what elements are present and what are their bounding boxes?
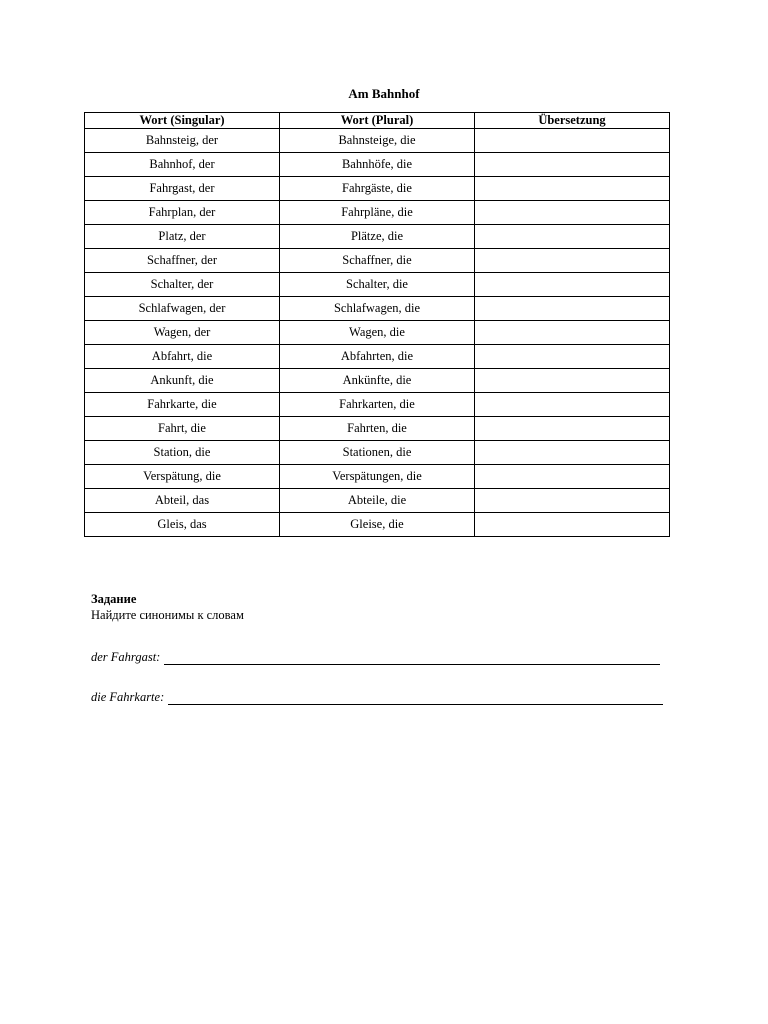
plural-cell: Fahrgäste, die bbox=[280, 177, 475, 201]
table-row bbox=[85, 417, 670, 441]
translation-cell[interactable] bbox=[475, 225, 670, 249]
singular-cell: Schalter, der bbox=[85, 273, 280, 297]
singular-cell: Platz, der bbox=[85, 225, 280, 249]
table-row bbox=[85, 297, 670, 321]
plural-cell: Verspätungen, die bbox=[280, 465, 475, 489]
page-title: Am Bahnhof bbox=[348, 86, 420, 101]
translation-cell[interactable] bbox=[475, 177, 670, 201]
plural-cell: Fahrkarten, die bbox=[280, 393, 475, 417]
table-row bbox=[85, 489, 670, 513]
table-row bbox=[85, 225, 670, 249]
translation-cell[interactable] bbox=[475, 201, 670, 225]
table-row bbox=[85, 201, 670, 225]
translation-cell[interactable] bbox=[475, 393, 670, 417]
plural-cell: Abteile, die bbox=[280, 489, 475, 513]
translation-cell[interactable] bbox=[475, 489, 670, 513]
table-row bbox=[85, 249, 670, 273]
singular-cell: Fahrt, die bbox=[85, 417, 280, 441]
singular-cell: Bahnsteig, der bbox=[85, 129, 280, 153]
translation-cell[interactable] bbox=[475, 345, 670, 369]
task-instruction: Найдите синонимы к словам bbox=[91, 608, 244, 622]
translation-cell[interactable] bbox=[475, 321, 670, 345]
column-header-singular: Wort (Singular) bbox=[85, 113, 280, 129]
plural-cell: Schaffner, die bbox=[280, 249, 475, 273]
translation-cell[interactable] bbox=[475, 249, 670, 273]
plural-cell: Abfahrten, die bbox=[280, 345, 475, 369]
vocabulary-table bbox=[84, 112, 670, 537]
table-row bbox=[85, 177, 670, 201]
plural-cell: Ankünfte, die bbox=[280, 369, 475, 393]
singular-cell: Bahnhof, der bbox=[85, 153, 280, 177]
translation-cell[interactable] bbox=[475, 513, 670, 537]
singular-cell: Schlafwagen, der bbox=[85, 297, 280, 321]
plural-cell: Bahnsteige, die bbox=[280, 129, 475, 153]
table-row bbox=[85, 369, 670, 393]
task-heading: Задание bbox=[91, 592, 137, 606]
table-row bbox=[85, 153, 670, 177]
column-header-plural: Wort (Plural) bbox=[280, 113, 475, 129]
plural-cell: Wagen, die bbox=[280, 321, 475, 345]
translation-cell[interactable] bbox=[475, 369, 670, 393]
column-header-translation: Übersetzung bbox=[475, 113, 670, 129]
table-row bbox=[85, 321, 670, 345]
singular-cell: Ankunft, die bbox=[85, 369, 280, 393]
plural-cell: Schalter, die bbox=[280, 273, 475, 297]
singular-cell: Wagen, der bbox=[85, 321, 280, 345]
plural-cell: Stationen, die bbox=[280, 441, 475, 465]
plural-cell: Plätze, die bbox=[280, 225, 475, 249]
plural-cell: Fahrten, die bbox=[280, 417, 475, 441]
table-row bbox=[85, 465, 670, 489]
singular-cell: Fahrgast, der bbox=[85, 177, 280, 201]
table-row bbox=[85, 513, 670, 537]
plural-cell: Schlafwagen, die bbox=[280, 297, 475, 321]
table-row bbox=[85, 273, 670, 297]
answer-prompt: der Fahrgast: bbox=[91, 650, 161, 664]
translation-cell[interactable] bbox=[475, 417, 670, 441]
translation-cell[interactable] bbox=[475, 297, 670, 321]
table-row bbox=[85, 129, 670, 153]
plural-cell: Fahrpläne, die bbox=[280, 201, 475, 225]
singular-cell: Station, die bbox=[85, 441, 280, 465]
answer-line-fahrgast bbox=[91, 649, 660, 665]
singular-cell: Abteil, das bbox=[85, 489, 280, 513]
translation-cell[interactable] bbox=[475, 441, 670, 465]
translation-cell[interactable] bbox=[475, 153, 670, 177]
table-row bbox=[85, 345, 670, 369]
singular-cell: Fahrkarte, die bbox=[85, 393, 280, 417]
table-row bbox=[85, 441, 670, 465]
singular-cell: Verspätung, die bbox=[85, 465, 280, 489]
plural-cell: Gleise, die bbox=[280, 513, 475, 537]
singular-cell: Gleis, das bbox=[85, 513, 280, 537]
singular-cell: Fahrplan, der bbox=[85, 201, 280, 225]
answer-blank[interactable] bbox=[168, 691, 663, 705]
answer-blank[interactable] bbox=[164, 651, 660, 665]
answer-prompt: die Fahrkarte: bbox=[91, 690, 165, 704]
translation-cell[interactable] bbox=[475, 273, 670, 297]
singular-cell: Abfahrt, die bbox=[85, 345, 280, 369]
translation-cell[interactable] bbox=[475, 465, 670, 489]
answer-line-fahrkarte bbox=[91, 689, 663, 705]
singular-cell: Schaffner, der bbox=[85, 249, 280, 273]
table-row bbox=[85, 393, 670, 417]
table-header-row bbox=[85, 113, 670, 129]
translation-cell[interactable] bbox=[475, 129, 670, 153]
plural-cell: Bahnhöfe, die bbox=[280, 153, 475, 177]
